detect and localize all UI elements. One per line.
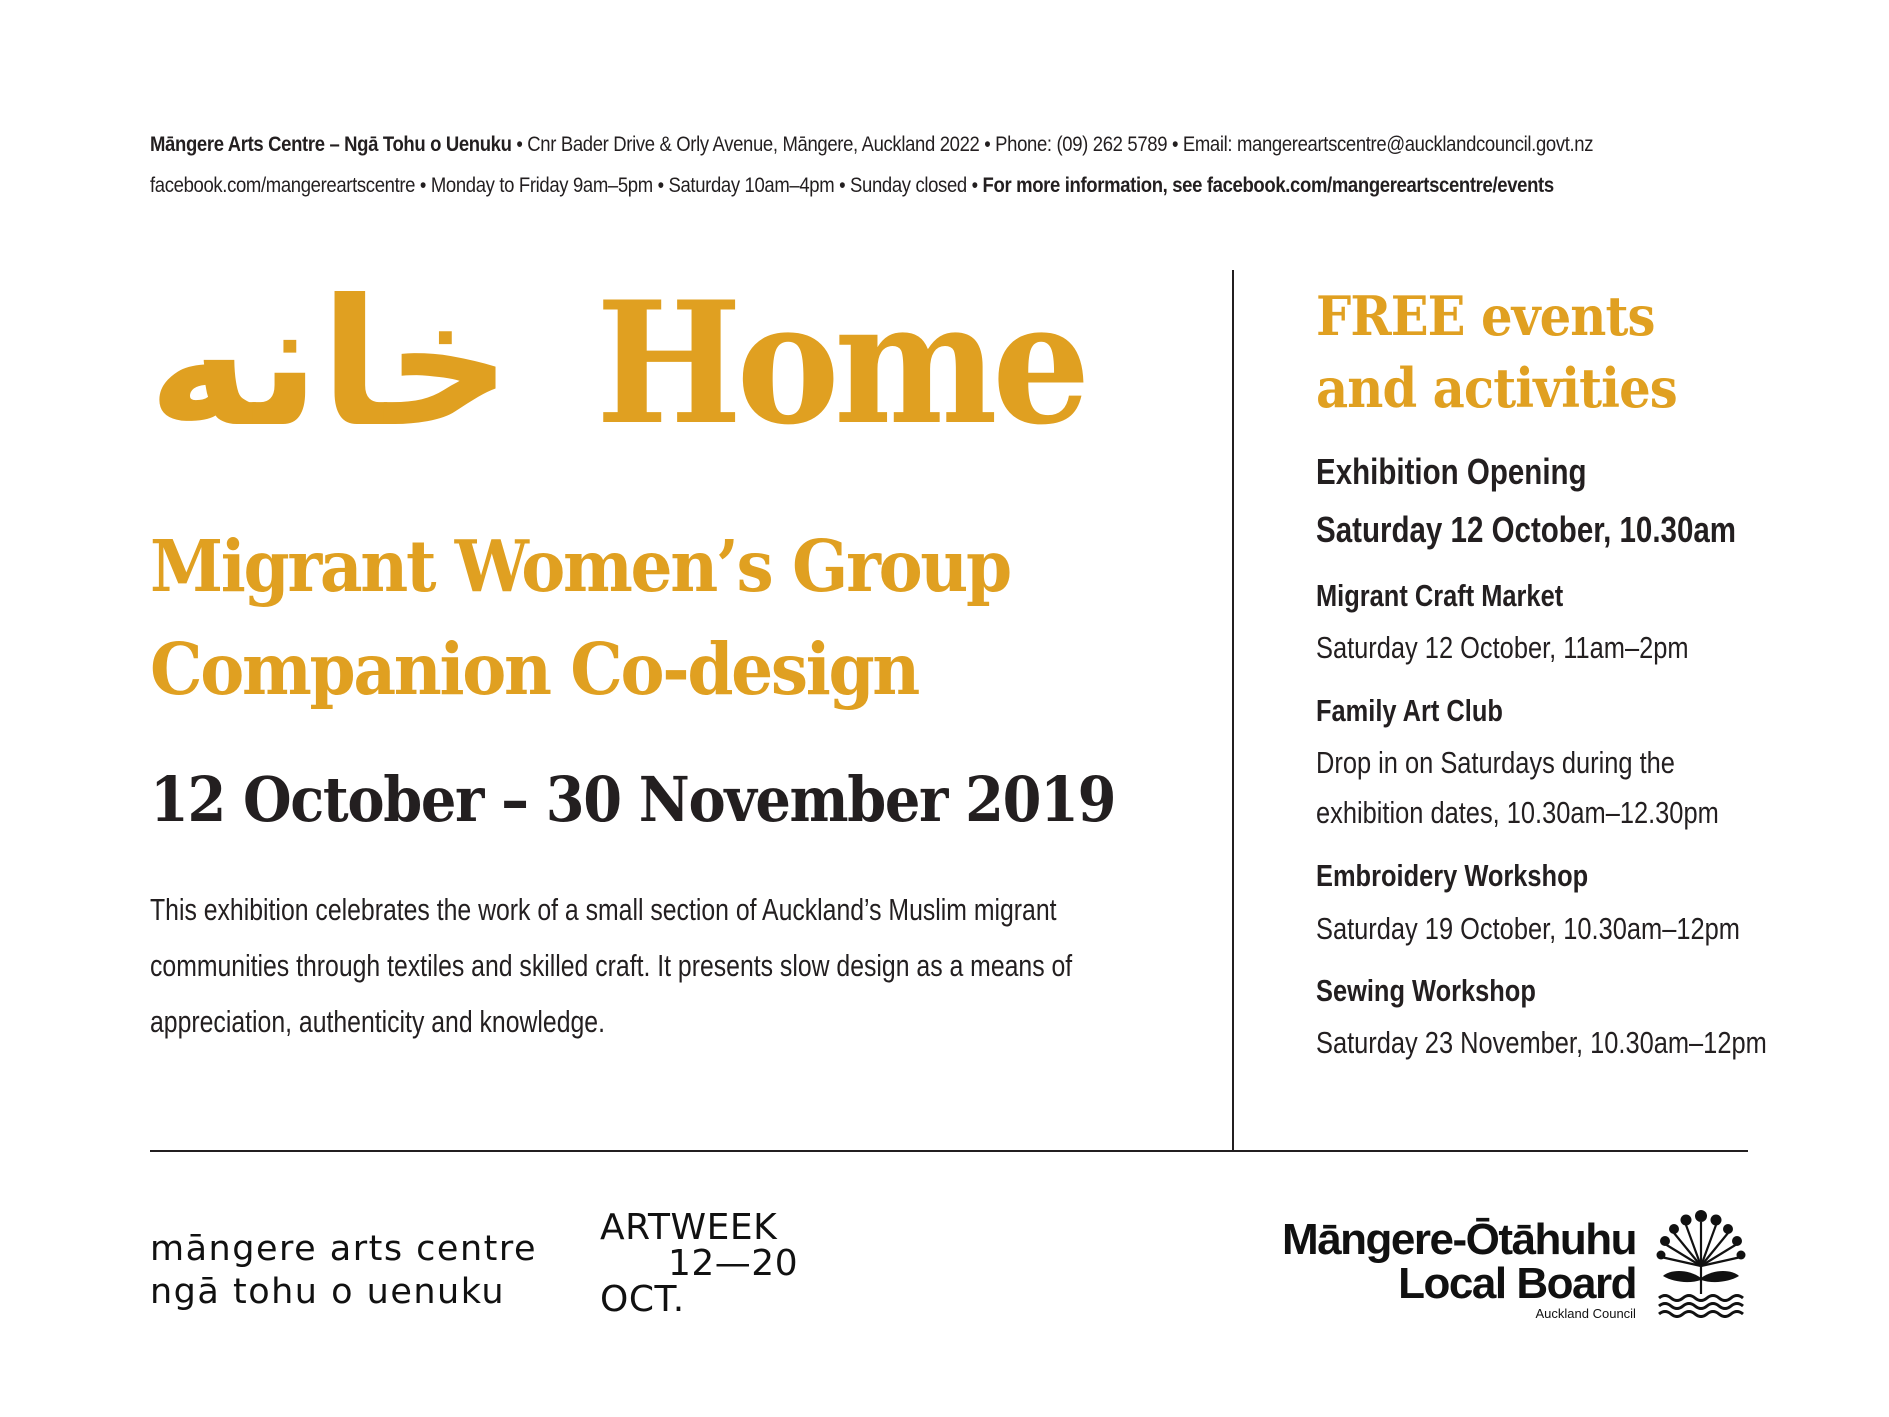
event-detail-family-art-club-2: exhibition dates, 10.30am–12.30pm [1316, 795, 1719, 830]
header-hours-line [150, 173, 1554, 198]
event-detail-embroidery: Saturday 19 October, 10.30am–12pm [1316, 911, 1740, 946]
pohutukawa-flower-icon [1655, 1206, 1747, 1318]
mangere-arts-centre-logo [150, 1228, 537, 1314]
event-detail-family-art-club-1: Drop in on Saturdays during the [1316, 745, 1675, 780]
opening-date: Saturday 12 October, 10.30am [1316, 509, 1737, 550]
events-heading [1316, 280, 1677, 424]
exhibition-dates: 12 October – 30 November 2019 [150, 763, 1116, 836]
event-title-craft-market: Migrant Craft Market [1316, 578, 1564, 613]
artweek-line-1: ARTWEEK [600, 1207, 778, 1248]
title-home: Home [596, 264, 1085, 462]
artweek-line-3: OCT. [600, 1279, 685, 1320]
event-detail-craft-market: Saturday 12 October, 11am–2pm [1316, 630, 1689, 665]
venue-hours: facebook.com/mangereartscentre • Monday to Friday 9am–5pm • Saturday 10am–4pm • Sunday closed • [150, 173, 983, 197]
event-detail-sewing: Saturday 23 November, 10.30am–12pm [1316, 1025, 1767, 1060]
auckland-council-label: Auckland Council [1535, 1306, 1636, 1321]
venue-contact: • Cnr Bader Drive & Orly Avenue, Māngere, Auckland 2022 • Phone: (09) 262 5789 • Email: mangereartscentre@aucklandcouncil.govt.nz [511, 132, 1594, 156]
horizontal-divider [150, 1150, 1748, 1152]
event-title-sewing: Sewing Workshop [1316, 973, 1536, 1008]
events-heading-line-1: FREE events [1316, 284, 1655, 348]
mac-logo-line-2: ngā tohu o uenuku [150, 1272, 506, 1312]
local-board-logo [1282, 1215, 1636, 1322]
events-heading-line-2: and activities [1316, 356, 1677, 420]
event-title-family-art-club: Family Art Club [1316, 693, 1503, 728]
header-address-line [150, 132, 1593, 157]
local-board-line-1: Māngere-Ōtāhuhu [1282, 1215, 1636, 1264]
artweek-line-2: 12—20 [668, 1243, 799, 1284]
mac-logo-line-1: māngere arts centre [150, 1229, 538, 1269]
title-arabic: خانه [148, 263, 512, 466]
exhibition-description: This exhibition celebrates the work of a small section of Auckland’s Muslim migrant communities through textiles and skilled craft. It presents slow design as a means of appreciation, authenticity and knowledge. [150, 892, 1073, 1039]
event-title-embroidery: Embroidery Workshop [1316, 858, 1589, 893]
more-info-link[interactable]: For more information, see facebook.com/mangereartscentre/events [982, 173, 1554, 197]
subtitle-line-2: Companion Co-design [150, 627, 918, 711]
artweek-logo [600, 1207, 799, 1320]
local-board-line-2: Local Board [1398, 1259, 1636, 1308]
vertical-divider [1232, 270, 1234, 1152]
subtitle-line-1: Migrant Women’s Group [150, 524, 1010, 608]
venue-name: Māngere Arts Centre – Ngā Tohu o Uenuku [150, 132, 512, 156]
opening-title: Exhibition Opening [1316, 451, 1587, 492]
